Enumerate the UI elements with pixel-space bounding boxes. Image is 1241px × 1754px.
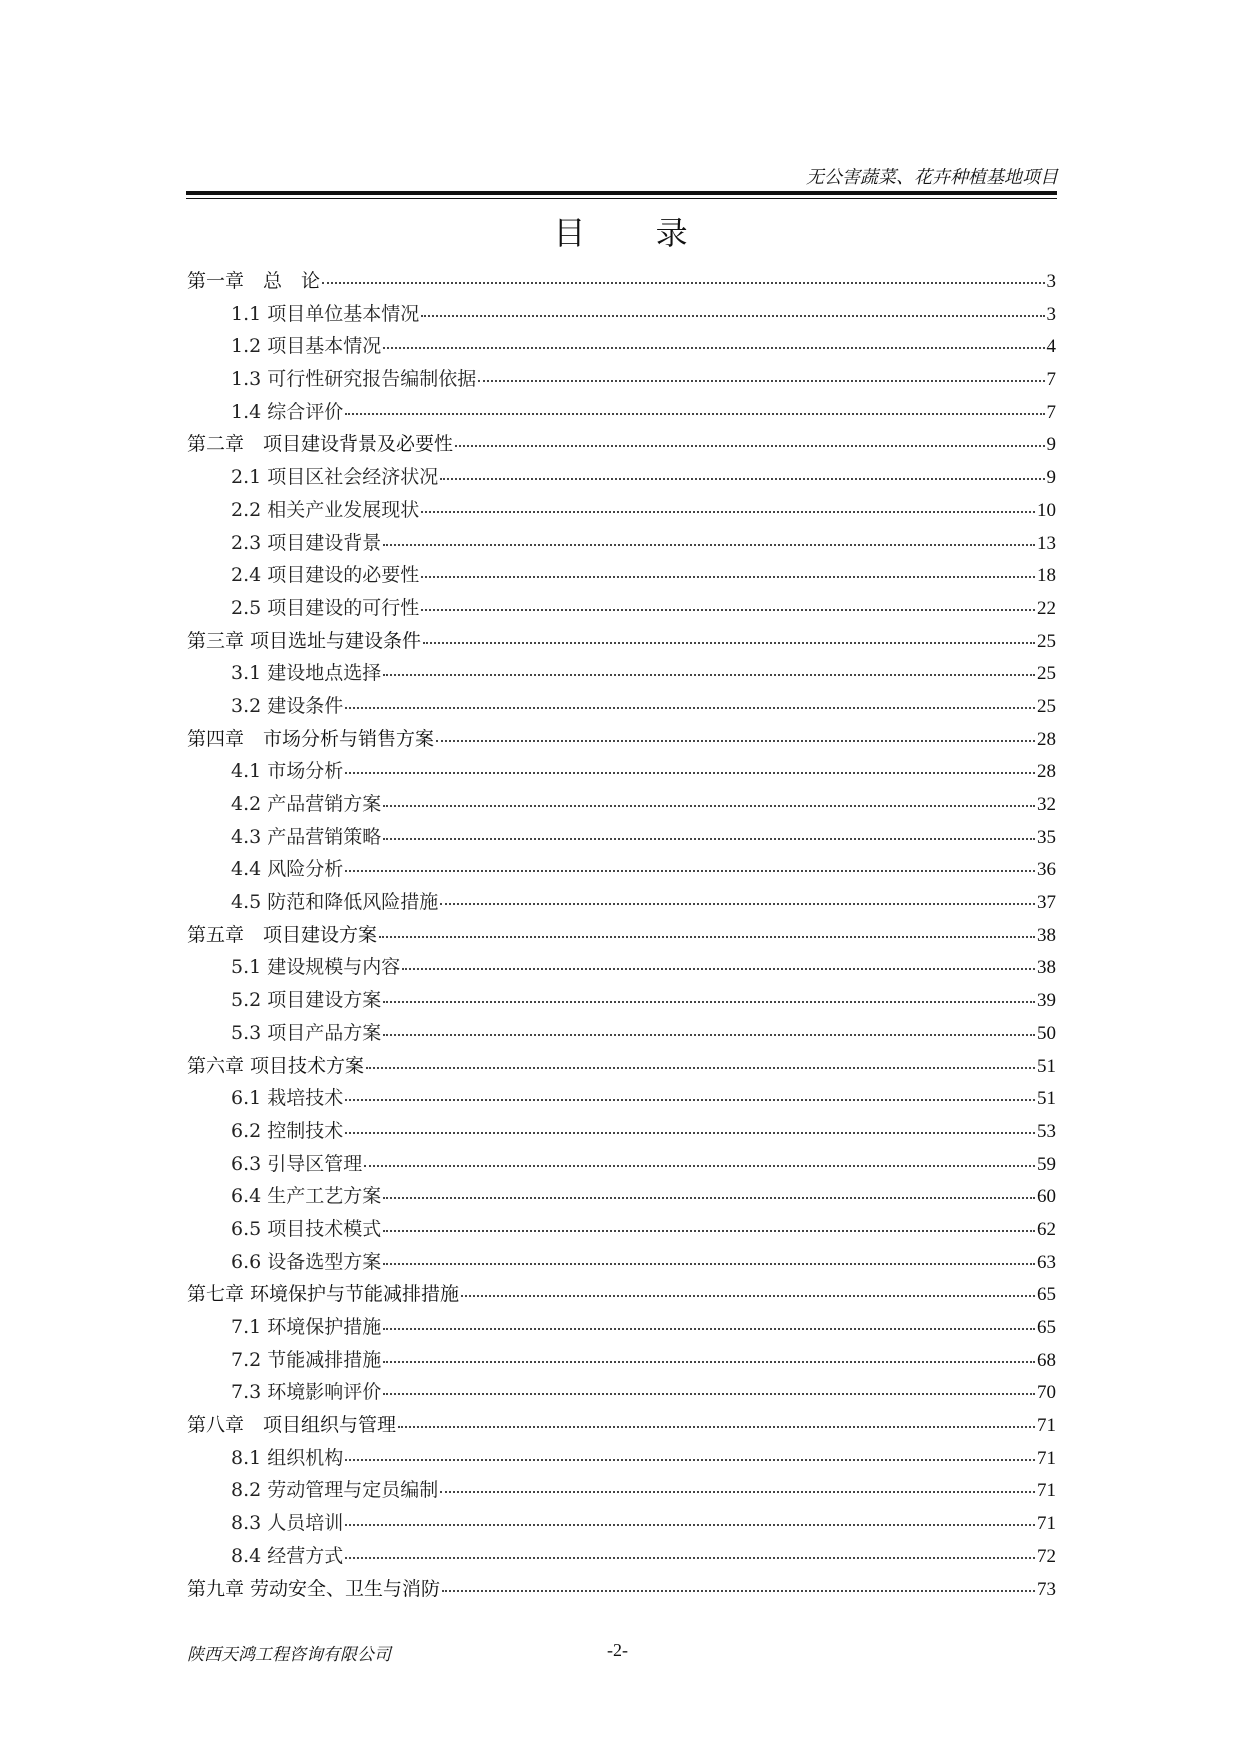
toc-entry-label: 3.2 建设条件 bbox=[231, 694, 344, 717]
toc-entry-label: 7.1 环境保护措施 bbox=[231, 1316, 382, 1338]
toc-chapter-entry[interactable] bbox=[187, 1278, 1056, 1311]
toc-entry-label: 4.1 市场分析 bbox=[231, 760, 344, 783]
toc-section-entry[interactable] bbox=[187, 657, 1056, 690]
toc-dot-leader bbox=[345, 869, 1035, 872]
toc-dot-leader bbox=[345, 771, 1035, 774]
toc-entry-label: 2.4 项目建设的必要性 bbox=[231, 564, 420, 587]
toc-dot-leader bbox=[345, 706, 1035, 709]
header-rule-thin bbox=[186, 198, 1057, 199]
toc-dot-leader bbox=[383, 837, 1035, 840]
toc-entry-page-number: 35 bbox=[1037, 826, 1056, 848]
toc-chapter-entry[interactable] bbox=[187, 625, 1056, 658]
toc-entry-page-number: 36 bbox=[1037, 859, 1056, 881]
toc-section-entry[interactable] bbox=[187, 1474, 1056, 1507]
toc-entry-page-number: 22 bbox=[1037, 597, 1056, 619]
toc-entry-label: 5.2 项目建设方案 bbox=[231, 989, 382, 1012]
toc-entry-label: 2.5 项目建设的可行性 bbox=[231, 596, 420, 619]
toc-dot-leader bbox=[383, 1262, 1035, 1265]
toc-entry-label: 第一章 总 论 bbox=[187, 270, 321, 292]
toc-dot-leader bbox=[383, 1360, 1035, 1363]
toc-chapter-entry[interactable] bbox=[187, 723, 1056, 756]
toc-entry-page-number: 18 bbox=[1037, 565, 1056, 587]
toc-entry-page-number: 38 bbox=[1037, 924, 1056, 946]
toc-entry-label: 4.5 防范和降低风险措施 bbox=[231, 891, 439, 914]
toc-section-entry[interactable] bbox=[187, 527, 1056, 560]
toc-section-entry[interactable] bbox=[187, 1507, 1056, 1540]
toc-dot-leader bbox=[421, 575, 1035, 578]
toc-entry-page-number: 3 bbox=[1046, 303, 1056, 325]
toc-entry-label: 4.4 风险分析 bbox=[231, 858, 344, 881]
toc-entry-label: 第六章 项目技术方案 bbox=[187, 1054, 365, 1077]
toc-entry-page-number: 4 bbox=[1046, 336, 1056, 358]
toc-section-entry[interactable] bbox=[187, 330, 1056, 363]
toc-entry-page-number: 73 bbox=[1037, 1578, 1056, 1600]
toc-entry-label: 1.1 项目单位基本情况 bbox=[231, 302, 420, 325]
running-header-title: 无公害蔬菜、花卉种植基地项目 bbox=[806, 167, 1058, 188]
toc-entry-label: 1.3 可行性研究报告编制依据 bbox=[231, 368, 477, 391]
toc-dot-leader bbox=[383, 346, 1044, 349]
toc-dot-leader bbox=[442, 1589, 1035, 1592]
toc-entry-page-number: 3 bbox=[1046, 271, 1056, 292]
toc-entry-page-number: 65 bbox=[1037, 1317, 1056, 1338]
toc-entry-label: 1.4 综合评价 bbox=[231, 400, 344, 423]
toc-entry-page-number: 25 bbox=[1037, 695, 1056, 717]
toc-section-entry[interactable] bbox=[187, 1540, 1056, 1573]
toc-dot-leader bbox=[421, 314, 1044, 317]
toc-chapter-entry[interactable] bbox=[187, 1573, 1056, 1606]
toc-chapter-entry[interactable] bbox=[187, 919, 1056, 952]
toc-section-entry[interactable] bbox=[187, 1311, 1056, 1344]
toc-dot-leader bbox=[383, 1229, 1035, 1232]
toc-entry-label: 8.4 经营方式 bbox=[231, 1544, 344, 1567]
toc-dot-leader bbox=[345, 1556, 1035, 1559]
toc-entry-page-number: 37 bbox=[1037, 892, 1056, 914]
toc-entry-label: 5.3 项目产品方案 bbox=[231, 1021, 382, 1044]
toc-entry-label: 3.1 建设地点选择 bbox=[231, 662, 382, 685]
toc-section-entry[interactable] bbox=[187, 396, 1056, 429]
toc-section-entry[interactable] bbox=[187, 951, 1056, 984]
toc-dot-leader bbox=[421, 608, 1035, 611]
toc-entry-label: 第五章 项目建设方案 bbox=[187, 923, 378, 946]
toc-dot-leader bbox=[402, 967, 1035, 970]
toc-dot-leader bbox=[436, 739, 1035, 742]
footer-company-name: 陕西天鸿工程咨询有限公司 bbox=[187, 1645, 391, 1665]
page-title: 目 录 bbox=[553, 214, 718, 252]
toc-entry-label: 7.2 节能减排措施 bbox=[231, 1348, 382, 1371]
toc-entry-page-number: 63 bbox=[1037, 1251, 1056, 1273]
toc-entry-page-number: 71 bbox=[1037, 1513, 1056, 1535]
toc-entry-label: 5.1 建设规模与内容 bbox=[231, 956, 401, 979]
header-rule-thick bbox=[186, 191, 1057, 195]
toc-entry-page-number: 28 bbox=[1037, 761, 1056, 783]
toc-entry-page-number: 53 bbox=[1037, 1120, 1056, 1142]
toc-section-entry[interactable] bbox=[187, 1148, 1056, 1181]
toc-entry-label: 8.3 人员培训 bbox=[231, 1512, 344, 1535]
toc-chapter-entry[interactable] bbox=[187, 428, 1056, 461]
toc-dot-leader bbox=[478, 379, 1044, 382]
toc-dot-leader bbox=[383, 1196, 1035, 1199]
toc-entry-label: 第三章 项目选址与建设条件 bbox=[187, 629, 422, 652]
toc-entry-label: 4.2 产品营销方案 bbox=[231, 793, 382, 815]
toc-entry-page-number: 10 bbox=[1037, 499, 1056, 521]
toc-entry-page-number: 7 bbox=[1046, 369, 1056, 391]
toc-entry-page-number: 13 bbox=[1037, 532, 1056, 554]
toc-entry-label: 第四章 市场分析与销售方案 bbox=[187, 727, 435, 750]
toc-entry-page-number: 25 bbox=[1037, 663, 1056, 685]
toc-section-entry[interactable] bbox=[187, 755, 1056, 788]
toc-section-entry[interactable] bbox=[187, 559, 1056, 592]
toc-dot-leader bbox=[383, 673, 1035, 676]
toc-entry-page-number: 9 bbox=[1046, 434, 1056, 456]
toc-section-entry[interactable] bbox=[187, 1115, 1056, 1148]
toc-entry-page-number: 25 bbox=[1037, 630, 1056, 652]
toc-dot-leader bbox=[383, 1000, 1035, 1003]
toc-chapter-entry[interactable] bbox=[187, 1050, 1056, 1083]
toc-entry-page-number: 28 bbox=[1037, 728, 1056, 750]
toc-section-entry[interactable] bbox=[187, 1246, 1056, 1279]
toc-section-entry[interactable] bbox=[187, 1180, 1056, 1213]
toc-entry-label: 第九章 劳动安全、卫生与消防 bbox=[187, 1577, 441, 1600]
toc-entry-page-number: 68 bbox=[1037, 1349, 1056, 1371]
toc-section-entry[interactable] bbox=[187, 1376, 1056, 1409]
toc-entry-page-number: 70 bbox=[1037, 1382, 1056, 1404]
toc-entry-label: 第七章 环境保护与节能减排措施 bbox=[187, 1283, 460, 1306]
toc-entry-label: 6.2 控制技术 bbox=[231, 1119, 344, 1142]
toc-entry-label: 6.3 引导区管理 bbox=[231, 1152, 363, 1175]
toc-entry-page-number: 72 bbox=[1037, 1545, 1056, 1567]
toc-entry-label: 第八章 项目组织与管理 bbox=[187, 1414, 397, 1437]
footer-page-number: -2- bbox=[607, 1640, 628, 1660]
toc-dot-leader bbox=[364, 1164, 1035, 1167]
toc-section-entry[interactable] bbox=[187, 298, 1056, 331]
toc-entry-label: 7.3 环境影响评价 bbox=[231, 1381, 382, 1404]
toc-entry-page-number: 51 bbox=[1037, 1088, 1056, 1110]
toc-entry-label: 2.2 相关产业发展现状 bbox=[231, 498, 420, 521]
toc-dot-leader bbox=[440, 1490, 1035, 1493]
toc-section-entry[interactable] bbox=[187, 363, 1056, 396]
toc-dot-leader bbox=[322, 281, 1044, 284]
toc-section-entry[interactable] bbox=[187, 1442, 1056, 1475]
toc-entry-page-number: 7 bbox=[1046, 401, 1056, 423]
toc-entry-label: 8.1 组织机构 bbox=[231, 1446, 344, 1469]
toc-dot-leader bbox=[423, 641, 1035, 644]
toc-entry-page-number: 38 bbox=[1037, 957, 1056, 979]
toc-section-entry[interactable] bbox=[187, 592, 1056, 625]
toc-chapter-entry[interactable] bbox=[187, 265, 1056, 298]
toc-dot-leader bbox=[345, 412, 1044, 415]
toc-section-entry[interactable] bbox=[187, 690, 1056, 723]
toc-section-entry[interactable] bbox=[187, 821, 1056, 854]
toc-dot-leader bbox=[345, 1458, 1035, 1461]
toc-dot-leader bbox=[440, 902, 1035, 905]
toc-entry-label: 1.2 项目基本情况 bbox=[231, 335, 382, 358]
toc-dot-leader bbox=[345, 1523, 1035, 1526]
toc-entry-label: 4.3 产品营销策略 bbox=[231, 825, 382, 848]
toc-entry-label: 8.2 劳动管理与定员编制 bbox=[231, 1479, 439, 1502]
toc-section-entry[interactable] bbox=[187, 461, 1056, 494]
toc-entry-label: 2.3 项目建设背景 bbox=[231, 531, 382, 554]
toc-dot-leader bbox=[345, 1131, 1035, 1134]
toc-chapter-entry[interactable] bbox=[187, 1409, 1056, 1442]
toc-section-entry[interactable] bbox=[187, 494, 1056, 527]
toc-entry-page-number: 71 bbox=[1037, 1480, 1056, 1502]
toc-dot-leader bbox=[440, 477, 1044, 480]
toc-dot-leader bbox=[421, 510, 1035, 513]
toc-entry-page-number: 9 bbox=[1046, 467, 1056, 489]
toc-entry-page-number: 71 bbox=[1037, 1447, 1056, 1469]
toc-entry-label: 6.4 生产工艺方案 bbox=[231, 1185, 382, 1208]
toc-dot-leader bbox=[366, 1066, 1035, 1069]
toc-entry-label: 6.6 设备选型方案 bbox=[231, 1250, 382, 1273]
toc-dot-leader bbox=[383, 543, 1035, 546]
toc-section-entry[interactable] bbox=[187, 1082, 1056, 1115]
toc-dot-leader bbox=[398, 1425, 1035, 1428]
toc-section-entry[interactable] bbox=[187, 1213, 1056, 1246]
toc-entry-label: 第二章 项目建设背景及必要性 bbox=[187, 433, 454, 456]
toc-entry-page-number: 59 bbox=[1037, 1153, 1056, 1175]
toc-entry-page-number: 71 bbox=[1037, 1415, 1056, 1437]
toc-entry-page-number: 51 bbox=[1037, 1055, 1056, 1077]
toc-entry-page-number: 32 bbox=[1037, 794, 1056, 815]
toc-entry-page-number: 60 bbox=[1037, 1186, 1056, 1208]
toc-entry-label: 2.1 项目区社会经济状况 bbox=[231, 466, 439, 489]
toc-section-entry[interactable] bbox=[187, 853, 1056, 886]
toc-section-entry[interactable] bbox=[187, 788, 1056, 821]
toc-entry-page-number: 50 bbox=[1037, 1022, 1056, 1044]
toc-entry-label: 6.5 项目技术模式 bbox=[231, 1217, 382, 1240]
toc-section-entry[interactable] bbox=[187, 886, 1056, 919]
toc-dot-leader bbox=[379, 935, 1035, 938]
toc-dot-leader bbox=[345, 1098, 1035, 1101]
toc-section-entry[interactable] bbox=[187, 1344, 1056, 1377]
toc-entry-page-number: 39 bbox=[1037, 990, 1056, 1012]
toc-dot-leader bbox=[383, 804, 1035, 807]
toc-dot-leader bbox=[383, 1392, 1035, 1395]
toc-entry-page-number: 65 bbox=[1037, 1284, 1056, 1306]
toc-dot-leader bbox=[455, 444, 1044, 447]
toc-dot-leader bbox=[383, 1327, 1035, 1330]
toc-section-entry[interactable] bbox=[187, 1017, 1056, 1050]
toc-entry-label: 6.1 栽培技术 bbox=[231, 1087, 344, 1110]
toc-dot-leader bbox=[461, 1294, 1035, 1297]
table-of-contents bbox=[187, 265, 1056, 1605]
toc-dot-leader bbox=[383, 1033, 1035, 1036]
toc-entry-page-number: 62 bbox=[1037, 1218, 1056, 1240]
toc-section-entry[interactable] bbox=[187, 984, 1056, 1017]
